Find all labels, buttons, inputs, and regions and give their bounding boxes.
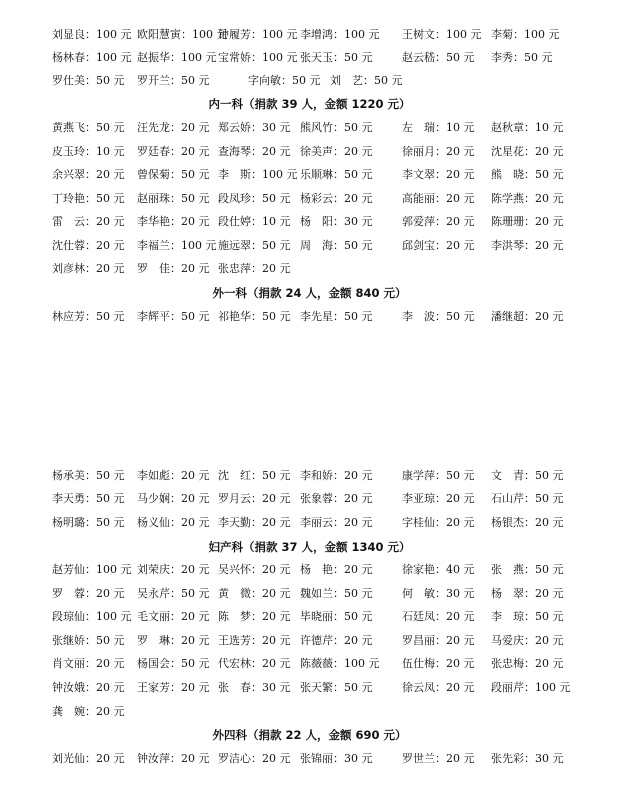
donor-entry: 刘彦林：20 元 [52, 262, 125, 275]
donor-entry: 欧阳慧寅：100 元 [137, 28, 228, 41]
donor-entry: 李秀：50 元 [491, 51, 553, 64]
donor-entry: 黄燕飞：50 元 [52, 121, 125, 134]
donor-entry: 罗洁心：20 元 [218, 752, 291, 765]
donor-entry: 杨 阳：30 元 [300, 215, 373, 228]
donor-entry: 李先星：50 元 [300, 310, 373, 323]
donor-entry: 赵丽珠：50 元 [137, 192, 210, 205]
donor-entry: 杨 翠：20 元 [491, 587, 564, 600]
donor-entry: 张 燕：50 元 [491, 563, 564, 576]
donor-entry: 罗廷春：20 元 [137, 145, 210, 158]
donor-entry: 沈仕蓉：20 元 [52, 239, 125, 252]
donor-entry: 沈 红：50 元 [218, 469, 291, 482]
donor-entry: 丁玲艳：50 元 [52, 192, 125, 205]
donor-entry: 李亚琼：20 元 [402, 492, 475, 505]
donor-entry: 乐顺琳：50 元 [300, 168, 373, 181]
donor-entry: 熊风竹：50 元 [300, 121, 373, 134]
donor-entry: 施远翠：50 元 [218, 239, 291, 252]
donor-entry: 李如彪：20 元 [137, 469, 210, 482]
donor-entry: 张象蓉：20 元 [300, 492, 373, 505]
donor-entry: 汪先龙：20 元 [137, 121, 210, 134]
donor-entry: 段丽芹：100 元 [491, 681, 571, 694]
donor-entry: 罗 琳：20 元 [137, 634, 210, 647]
donor-entry: 康学萍：50 元 [402, 469, 475, 482]
donor-entry: 杨国会：50 元 [137, 657, 210, 670]
donor-entry: 余兴翠：20 元 [52, 168, 125, 181]
donor-entry: 沈星花：20 元 [491, 145, 564, 158]
donor-entry: 张忠梅：20 元 [491, 657, 564, 670]
section-header-wai-si-ke: 外四科（捐款 22 人，金额 690 元） [212, 728, 407, 742]
donor-entry: 何 敏：30 元 [402, 587, 475, 600]
donor-entry: 罗 佳：20 元 [137, 262, 210, 275]
donor-entry: 高能丽：20 元 [402, 192, 475, 205]
donor-entry: 陈薇薇：100 元 [300, 657, 380, 670]
donor-entry: 陈学燕：20 元 [491, 192, 564, 205]
donor-entry: 赵芳仙：100 元 [52, 563, 132, 576]
donor-entry: 李华艳：20 元 [137, 215, 210, 228]
donor-entry: 罗月云：20 元 [218, 492, 291, 505]
donor-entry: 陈 梦：20 元 [218, 610, 291, 623]
donor-entry: 石山芹：50 元 [491, 492, 564, 505]
donor-entry: 李 琼：50 元 [491, 610, 564, 623]
donor-entry: 左 瑞：10 元 [402, 121, 475, 134]
donor-entry: 陈珊珊：20 元 [491, 215, 564, 228]
donor-entry: 王树文：100 元 [402, 28, 482, 41]
donor-entry: 查海琴：20 元 [218, 145, 291, 158]
donor-entry: 段仕婷：10 元 [218, 215, 291, 228]
donor-entry: 魏如兰：50 元 [300, 587, 373, 600]
donor-entry: 徐美声：20 元 [300, 145, 373, 158]
donor-entry: 钟汝萍：20 元 [137, 752, 210, 765]
donor-entry: 李菊：100 元 [491, 28, 560, 41]
donor-entry: 李 斯：100 元 [218, 168, 298, 181]
donor-entry: 毕晓丽：50 元 [300, 610, 373, 623]
donor-entry: 罗 蓉：20 元 [52, 587, 125, 600]
donor-entry: 段琼仙：100 元 [52, 610, 132, 623]
donor-entry: 徐云凤：20 元 [402, 681, 475, 694]
donor-entry: 张天玉：50 元 [300, 51, 373, 64]
donor-entry: 杨承美：50 元 [52, 469, 125, 482]
donor-entry: 罗昌丽：20 元 [402, 634, 475, 647]
donor-entry: 杨 艳：20 元 [300, 563, 373, 576]
donor-entry: 张天繁：50 元 [300, 681, 373, 694]
donor-entry: 李 波：50 元 [402, 310, 475, 323]
donor-entry: 吴永芹：50 元 [137, 587, 210, 600]
donor-entry: 潘继超：20 元 [491, 310, 564, 323]
donor-entry: 钟履芳：100 元 [218, 28, 298, 41]
donor-entry: 祁艳华：50 元 [218, 310, 291, 323]
donor-entry: 石廷凤：20 元 [402, 610, 475, 623]
donor-entry: 马少娴：20 元 [137, 492, 210, 505]
section-header-wai-yi-ke: 外一科（捐款 24 人，金额 840 元） [212, 286, 407, 300]
donor-entry: 熊 晓：50 元 [491, 168, 564, 181]
donor-entry: 文 青：50 元 [491, 469, 564, 482]
donor-entry: 赵秋章：10 元 [491, 121, 564, 134]
donor-entry: 张继娇：50 元 [52, 634, 125, 647]
donor-entry: 钟汝娥：20 元 [52, 681, 125, 694]
donor-entry: 张锦丽：30 元 [300, 752, 373, 765]
section-header-fu-chan-ke: 妇产科（捐款 37 人，金额 1340 元） [208, 540, 411, 554]
donor-entry: 许德芹：20 元 [300, 634, 373, 647]
donor-entry: 罗仕美：50 元 [52, 74, 125, 87]
section-header-nei-yi-ke: 内一科（捐款 39 人，金额 1220 元） [208, 97, 411, 111]
donor-entry: 徐丽月：20 元 [402, 145, 475, 158]
donor-entry: 杨林春：100 元 [52, 51, 132, 64]
donor-entry: 李天勤：20 元 [218, 516, 291, 529]
donor-entry: 宝常娇：100 元 [218, 51, 298, 64]
donor-entry: 李文翠：20 元 [402, 168, 475, 181]
donor-entry: 王家芳：20 元 [137, 681, 210, 694]
donor-entry: 龚 婉：20 元 [52, 705, 125, 718]
donor-entry: 杨义仙：20 元 [137, 516, 210, 529]
donor-entry: 字向敏：50 元 [248, 74, 321, 87]
donor-entry: 刘显良：100 元 [52, 28, 132, 41]
donor-entry: 杨明璐：50 元 [52, 516, 125, 529]
donor-entry: 林应芳：50 元 [52, 310, 125, 323]
donor-entry: 张 春：30 元 [218, 681, 291, 694]
donor-entry: 曾保菊：50 元 [137, 168, 210, 181]
donor-entry: 刘荣庆：20 元 [137, 563, 210, 576]
donor-entry: 罗开兰：50 元 [137, 74, 210, 87]
donor-entry: 吴兴怀：20 元 [218, 563, 291, 576]
donor-entry: 刘 艺：50 元 [330, 74, 403, 87]
donor-entry: 李天勇：50 元 [52, 492, 125, 505]
donor-entry: 黄 微：20 元 [218, 587, 291, 600]
donor-entry: 雷 云：20 元 [52, 215, 125, 228]
donor-entry: 张忠萍：20 元 [218, 262, 291, 275]
donor-entry: 罗世兰：20 元 [402, 752, 475, 765]
donor-entry: 郭爱萍：20 元 [402, 215, 475, 228]
donor-entry: 邱剑宝：20 元 [402, 239, 475, 252]
donor-entry: 李辉平：50 元 [137, 310, 210, 323]
donor-entry: 周 海：50 元 [300, 239, 373, 252]
donor-entry: 杨彩云：20 元 [300, 192, 373, 205]
donor-entry: 刘光仙：20 元 [52, 752, 125, 765]
donor-entry: 郑云娇：30 元 [218, 121, 291, 134]
donor-entry: 李洪琴：20 元 [491, 239, 564, 252]
donor-entry: 李增鸿：100 元 [300, 28, 380, 41]
donor-entry: 毛文丽：20 元 [137, 610, 210, 623]
donor-entry: 李福兰：100 元 [137, 239, 217, 252]
donor-entry: 代宏林：20 元 [218, 657, 291, 670]
donor-entry: 杨银杰：20 元 [491, 516, 564, 529]
donor-entry: 王选芳：20 元 [218, 634, 291, 647]
donor-entry: 徐家艳：40 元 [402, 563, 475, 576]
donor-entry: 伍仕梅：20 元 [402, 657, 475, 670]
donor-entry: 赵振华：100 元 [137, 51, 217, 64]
donor-entry: 马爱庆：20 元 [491, 634, 564, 647]
donor-entry: 段凤珍：50 元 [218, 192, 291, 205]
donor-entry: 李丽云：20 元 [300, 516, 373, 529]
donor-entry: 字桂仙：20 元 [402, 516, 475, 529]
donor-entry: 皮玉玲：10 元 [52, 145, 125, 158]
donor-entry: 赵云嵇：50 元 [402, 51, 475, 64]
donor-entry: 肖文丽：20 元 [52, 657, 125, 670]
donor-entry: 张先彩：30 元 [491, 752, 564, 765]
donor-entry: 李和娇：20 元 [300, 469, 373, 482]
